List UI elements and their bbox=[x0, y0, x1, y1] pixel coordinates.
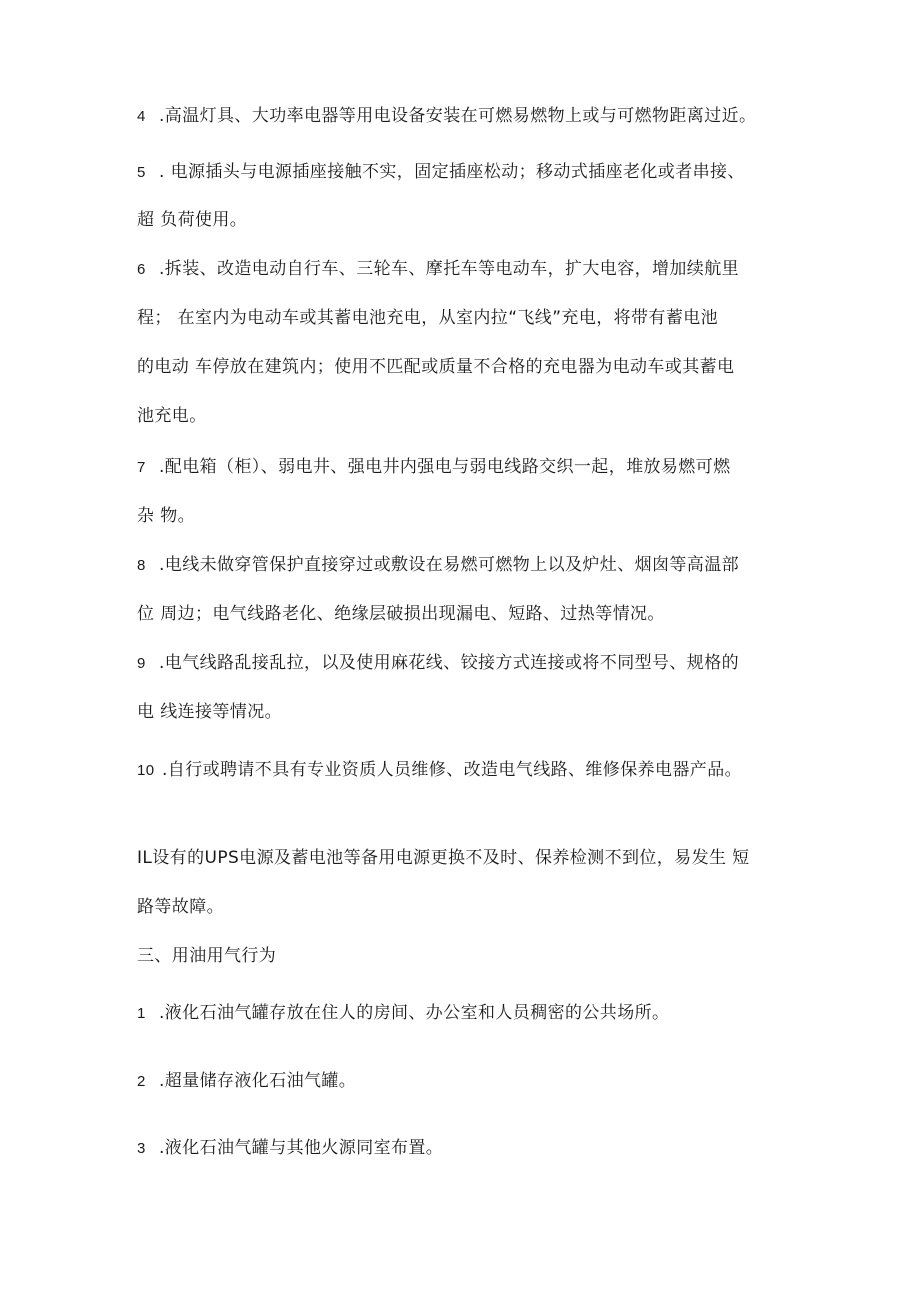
section-heading bbox=[137, 944, 897, 968]
item-8 bbox=[137, 553, 897, 578]
item-text: .自行或聘请不具有专业资质人员维修、改造电气线路、维修保养电器产品。 bbox=[162, 760, 743, 780]
item-text: .拆装、改造电动自行车、三轮车、摩托车等电动车，扩大电容，增加续航里 bbox=[159, 259, 740, 279]
item-6-continuation bbox=[137, 404, 897, 428]
item-text: 超 负荷使用。 bbox=[137, 210, 248, 230]
item-11-continuation bbox=[137, 895, 897, 919]
item-6 bbox=[137, 257, 897, 282]
item-number: 6 bbox=[137, 261, 146, 278]
item-1 bbox=[137, 1001, 897, 1026]
item-8-continuation bbox=[137, 602, 897, 626]
item-text: 的电动 车停放在建筑内；使用不匹配或质量不合格的充电器为电动车或其蓄电 bbox=[137, 357, 735, 377]
item-7-continuation bbox=[137, 504, 897, 528]
item-text: .超量储存液化石油气罐。 bbox=[159, 1071, 357, 1091]
item-3 bbox=[137, 1136, 897, 1161]
item-number: 9 bbox=[137, 655, 146, 672]
item-6-continuation bbox=[137, 355, 897, 379]
item-number: 10 bbox=[137, 762, 155, 779]
item-number: 2 bbox=[137, 1073, 146, 1090]
item-number: 8 bbox=[137, 557, 146, 574]
item-7 bbox=[137, 455, 897, 480]
item-number: 7 bbox=[137, 459, 146, 476]
item-text: .高温灯具、大功率电器等用电设备安装在可燃易燃物上或与可燃物距离过近。 bbox=[159, 106, 757, 126]
item-text: .液化石油气罐存放在住人的房间、办公室和人员稠密的公共场所。 bbox=[159, 1003, 670, 1023]
item-text: 位 周边；电气线路老化、绝缘层破损出现漏电、短路、过热等情况。 bbox=[137, 604, 665, 624]
item-text: IL设有的UPS电源及蓄电池等备用电源更换不及时、保养检测不到位，易发生 短 bbox=[137, 848, 750, 868]
item-number: 4 bbox=[137, 108, 146, 125]
item-10 bbox=[137, 758, 897, 783]
item-text: 池充电。 bbox=[137, 406, 207, 426]
item-text: 杂 物。 bbox=[137, 506, 196, 526]
section-title: 三、用油用气行为 bbox=[137, 946, 277, 966]
item-9 bbox=[137, 651, 897, 676]
item-2 bbox=[137, 1069, 897, 1094]
item-5 bbox=[137, 160, 897, 185]
item-text: .电气线路乱接乱拉，以及使用麻花线、铰接方式连接或将不同型号、规格的 bbox=[159, 653, 740, 673]
item-number: 3 bbox=[137, 1140, 146, 1157]
item-text: 程； 在室内为电动车或其蓄电池充电，从室内拉“飞线”充电，将带有蓄电池 bbox=[137, 308, 719, 328]
item-text: . 电源插头与电源插座接触不实，固定插座松动；移动式插座老化或者串接、 bbox=[159, 162, 745, 182]
item-5-continuation bbox=[137, 208, 897, 232]
item-number: 5 bbox=[137, 164, 146, 181]
item-9-continuation bbox=[137, 700, 897, 724]
item-text: 电 线连接等情况。 bbox=[137, 702, 283, 722]
item-11 bbox=[137, 846, 897, 870]
item-text: .液化石油气罐与其他火源同室布置。 bbox=[159, 1138, 444, 1158]
item-text: 路等故障。 bbox=[137, 897, 224, 917]
item-text: .配电箱（柜）、弱电井、强电井内强电与弱电线路交织一起，堆放易燃可燃 bbox=[159, 457, 731, 477]
item-text: .电线未做穿管保护直接穿过或敷设在易燃可燃物上以及炉灶、烟囱等高温部 bbox=[159, 555, 740, 575]
item-4 bbox=[137, 104, 897, 129]
item-number: 1 bbox=[137, 1005, 146, 1022]
item-6-continuation bbox=[137, 306, 897, 330]
